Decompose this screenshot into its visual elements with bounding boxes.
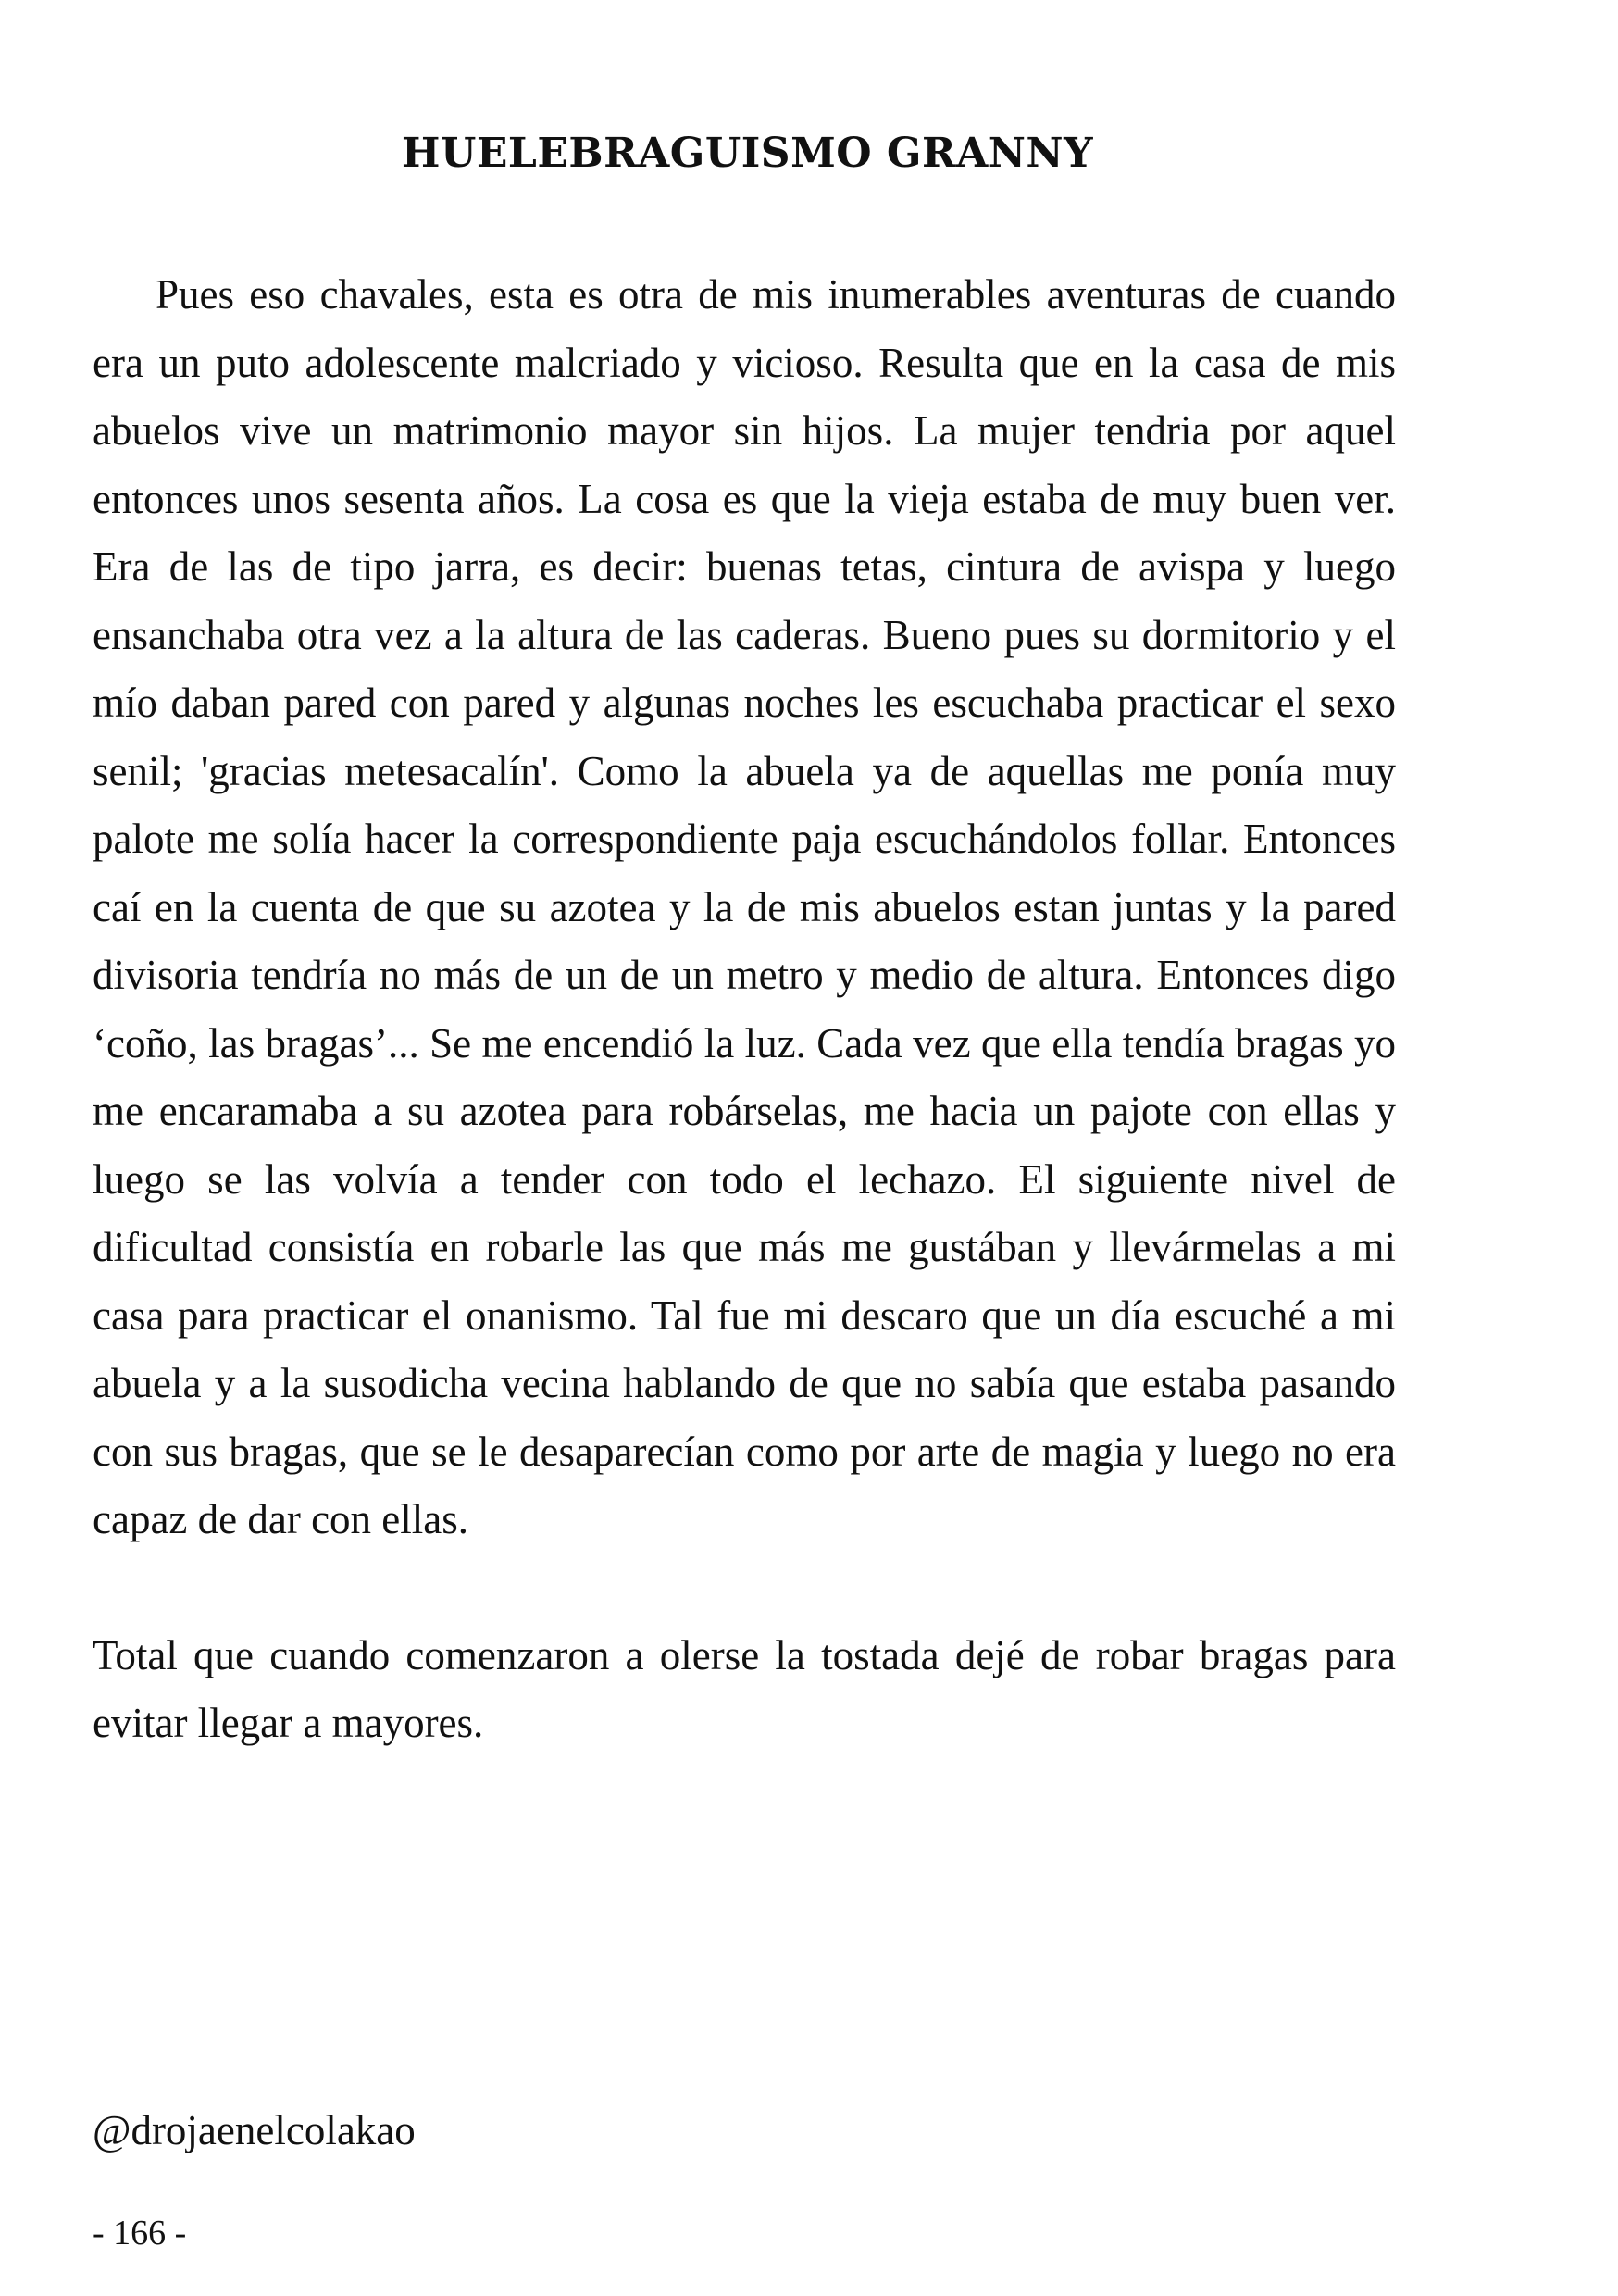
page-title: HUELEBRAGUISMO GRANNY — [401, 130, 1094, 177]
author-handle: @drojaenelcolakao — [93, 2107, 416, 2153]
page-number: - 166 - — [93, 2214, 187, 2252]
story-body — [93, 261, 1396, 1758]
story-paragraph-2: Total que cuando comenzaron a olerse la tostada dejé de robar bragas para evitar llegar a mayores. — [93, 1631, 1396, 1746]
story-paragraph-1: Pues eso chavales, esta es otra de mis inumerables aventuras de cuando era un puto adolescente malcriado y vicioso. Resulta que en la casa de mis abuelos vive un matrimonio mayor sin hijos. La mujer tendria por aquel entonces unos sesenta años. La cosa es que la vieja estaba de muy buen ver. Era de las de tipo jarra, es decir: buenas tetas, cintura de avispa y luego ensanchaba otra vez a la altura de las caderas. Bueno pues su dormitorio y el mío daban pared con pared y algunas noches les escuchaba practicar el sexo senil; 'gracias metesacalín'. Como la abuela ya de aquellas me ponía muy palote me solía hacer la correspondiente paja escuchándolos follar. Entonces caí en la cuenta de que su azotea y la de mis abuelos estan juntas y la pared divisoria tendría no más de un de un metro y medio de altura. Entonces digo ‘coño, las bragas’... Se me encendió la luz. Cada vez que ella tendía bragas yo me encaramaba a su azotea para robárselas, me hacia un pajote con ellas y luego se las volvía a tender con todo el lechazo. El siguiente nivel de dificultad consistía en robarle las que más me gustában y llevármelas a mi casa para practicar el onanismo. Tal fue mi descaro que un día escuché a mi abuela y a la susodicha vecina hablando de que no sabía que estaba pasando con sus bragas, que se le desaparecían como por arte de magia y luego no era capaz de dar con ellas. — [93, 271, 1396, 1542]
